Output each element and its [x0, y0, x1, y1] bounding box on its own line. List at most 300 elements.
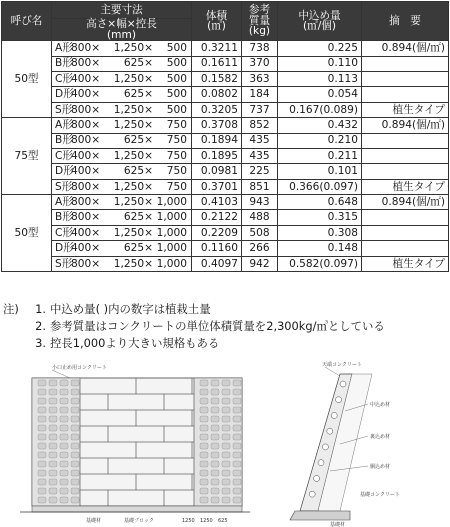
table-row	[2, 133, 449, 148]
dim-width: 625×	[123, 211, 153, 224]
stone	[38, 416, 46, 422]
header-fill-unit: (㎥/個)	[302, 20, 337, 33]
mass-cell: 363	[242, 71, 278, 86]
table-row	[2, 56, 449, 71]
note-cell	[362, 87, 449, 102]
type-label: B形	[55, 57, 73, 70]
dim-width: 1,250×	[113, 226, 153, 239]
note-cell	[362, 56, 449, 71]
mass-cell: 225	[242, 164, 278, 179]
stone	[38, 479, 46, 485]
mass-cell: 508	[242, 225, 278, 240]
stone	[200, 380, 208, 386]
volume-cell: 0.4103	[192, 195, 242, 210]
table-row	[2, 164, 449, 179]
stone	[222, 407, 230, 413]
stone	[71, 479, 79, 485]
stone	[38, 425, 46, 431]
mass-cell: 370	[242, 56, 278, 71]
side-label-mid1: 中込め材	[370, 402, 391, 408]
stone	[60, 497, 68, 503]
stone	[38, 389, 46, 395]
stone	[38, 470, 46, 476]
stone	[211, 389, 219, 395]
note-cell: 0.894(個/㎡)	[362, 118, 449, 133]
mass-cell: 942	[242, 256, 278, 271]
stone	[49, 461, 57, 467]
stone	[222, 488, 230, 494]
stone	[71, 398, 79, 404]
notes-prefix: 注)	[3, 302, 19, 316]
group-label: 75型	[2, 118, 52, 195]
dim-depth: 750	[166, 165, 187, 178]
table-row	[2, 225, 449, 240]
stone	[71, 488, 79, 494]
stone	[211, 479, 219, 485]
stone	[200, 389, 208, 395]
type-label: C形	[55, 72, 73, 85]
stone	[38, 443, 46, 449]
dim-width: 1,250×	[113, 119, 153, 132]
mass-cell: 852	[242, 118, 278, 133]
stone	[211, 488, 219, 494]
dim-height: 800×	[71, 57, 101, 70]
dim-depth: 500	[166, 42, 187, 55]
stone	[222, 425, 230, 431]
dim-2: 1250	[200, 518, 213, 524]
stone	[200, 461, 208, 467]
header-dims-title: 主要寸法	[52, 2, 192, 19]
stone	[200, 443, 208, 449]
stone	[200, 398, 208, 404]
stone	[222, 470, 230, 476]
fill-circle	[336, 397, 342, 403]
group-label: 50型	[2, 41, 52, 118]
dims-cell	[52, 179, 192, 194]
volume-cell: 0.3708	[192, 118, 242, 133]
dim-width: 1,250×	[113, 257, 153, 270]
note-text: 中込め量( )内の数字は植栽土量	[50, 302, 211, 316]
dim-width: 1,250×	[113, 72, 153, 85]
foundation-block	[32, 506, 242, 512]
stone	[222, 380, 230, 386]
note-cell	[362, 225, 449, 240]
dims-cell	[52, 195, 192, 210]
stone	[211, 398, 219, 404]
note-row	[3, 335, 448, 352]
fill-cell: 0.308	[278, 225, 362, 240]
volume-cell: 0.3211	[192, 41, 242, 56]
type-label: D形	[55, 242, 74, 255]
header-mass-label: 質量	[248, 14, 271, 27]
spec-table-body	[2, 41, 449, 272]
note-row	[3, 301, 448, 318]
dims-cell	[52, 102, 192, 117]
mass-cell: 184	[242, 87, 278, 102]
stone	[60, 452, 68, 458]
stone	[233, 497, 241, 503]
note-cell	[362, 133, 449, 148]
dim-height: 800×	[71, 257, 101, 270]
stone	[211, 434, 219, 440]
mass-cell: 738	[242, 41, 278, 56]
notes-block	[3, 301, 448, 352]
dim-width: 625×	[123, 57, 153, 70]
dim-height: 400×	[71, 242, 101, 255]
type-label: C形	[55, 149, 73, 162]
table-row	[2, 195, 449, 210]
volume-cell: 0.1582	[192, 71, 242, 86]
dims-cell	[52, 241, 192, 256]
fill-cell: 0.225	[278, 41, 362, 56]
note-number: 3.	[35, 336, 46, 350]
stone	[211, 452, 219, 458]
stone	[38, 380, 46, 386]
dim-height: 400×	[71, 226, 101, 239]
dim-height: 800×	[71, 211, 101, 224]
stone	[49, 497, 57, 503]
stone-end-left	[32, 378, 80, 506]
dim-depth: 750	[166, 149, 187, 162]
dims-cell	[52, 210, 192, 225]
stone	[49, 443, 57, 449]
stone	[49, 425, 57, 431]
fill-cell: 0.582(0.097)	[278, 256, 362, 271]
volume-cell: 0.0981	[192, 164, 242, 179]
stone	[71, 461, 79, 467]
front-top-label: 小口止め用コンクリート	[52, 365, 107, 371]
fill-circle	[331, 412, 337, 418]
fill-cell: 0.648	[278, 195, 362, 210]
stone	[71, 407, 79, 413]
fill-circle	[327, 428, 333, 434]
dim-width: 625×	[123, 165, 153, 178]
front-bottom-mid-label: 基礎ブロック	[124, 518, 154, 524]
note-number: 1.	[35, 302, 46, 316]
dim-depth: 750	[166, 180, 187, 193]
dim-depth: 500	[166, 88, 187, 101]
stone	[38, 488, 46, 494]
mass-cell: 488	[242, 210, 278, 225]
stone	[49, 479, 57, 485]
stone	[60, 461, 68, 467]
volume-cell: 0.3701	[192, 179, 242, 194]
group-label: 50型	[2, 195, 52, 272]
table-row	[2, 87, 449, 102]
fill-circle	[340, 381, 346, 387]
dims-cell	[52, 164, 192, 179]
type-label: C形	[55, 226, 73, 239]
dims-cell	[52, 225, 192, 240]
dim-width: 1,250×	[113, 180, 153, 193]
stone	[233, 416, 241, 422]
dim-height: 400×	[71, 149, 101, 162]
note-cell	[362, 241, 449, 256]
stone	[49, 488, 57, 494]
dim-width: 1,250×	[113, 42, 153, 55]
stone	[222, 389, 230, 395]
type-label: A形	[55, 119, 73, 132]
type-label: S形	[55, 103, 73, 116]
note-row	[3, 318, 448, 335]
volume-cell: 0.0802	[192, 87, 242, 102]
fill-circle	[309, 491, 315, 497]
mass-cell: 266	[242, 241, 278, 256]
table-row	[2, 41, 449, 56]
stone	[211, 497, 219, 503]
stone	[222, 461, 230, 467]
fill-cell: 0.110	[278, 56, 362, 71]
stone	[233, 452, 241, 458]
note-cell	[362, 148, 449, 163]
fill-cell: 0.101	[278, 164, 362, 179]
table-row	[2, 256, 449, 271]
type-label: B形	[55, 134, 73, 147]
fill-cell: 0.113	[278, 71, 362, 86]
note-cell: 0.894(個/㎡)	[362, 41, 449, 56]
volume-cell: 0.1160	[192, 241, 242, 256]
stone	[71, 470, 79, 476]
stone	[60, 425, 68, 431]
dim-depth: 1,000	[156, 195, 187, 208]
table-row	[2, 241, 449, 256]
volume-cell: 0.3205	[192, 102, 242, 117]
note-text: 控長1,000より大きい規格もある	[50, 336, 220, 350]
mass-cell: 943	[242, 195, 278, 210]
type-label: S形	[55, 180, 73, 193]
dim-3: 625	[218, 518, 228, 524]
stone	[38, 398, 46, 404]
volume-cell: 0.1611	[192, 56, 242, 71]
stone	[49, 398, 57, 404]
header-note: 摘 要	[362, 2, 449, 41]
stone	[233, 479, 241, 485]
stone	[71, 425, 79, 431]
dim-depth: 1,000	[156, 226, 187, 239]
header-mass	[242, 2, 278, 41]
mass-cell: 435	[242, 148, 278, 163]
stone	[60, 470, 68, 476]
stone	[200, 434, 208, 440]
stone	[60, 443, 68, 449]
stone	[38, 497, 46, 503]
stone	[49, 452, 57, 458]
table-row	[2, 210, 449, 225]
fill-cell: 0.366(0.097)	[278, 179, 362, 194]
dim-depth: 1,000	[156, 242, 187, 255]
fill-cell: 0.315	[278, 210, 362, 225]
stone	[233, 488, 241, 494]
volume-cell: 0.1894	[192, 133, 242, 148]
stone	[38, 434, 46, 440]
header-volume	[192, 2, 242, 41]
stone	[211, 407, 219, 413]
dim-depth: 500	[166, 72, 187, 85]
header-volume-label: 体積	[205, 9, 228, 22]
stone	[71, 389, 79, 395]
header-fill-label: 中込め量	[298, 9, 341, 22]
stone	[71, 497, 79, 503]
volume-cell: 0.1895	[192, 148, 242, 163]
dim-height: 800×	[71, 134, 101, 147]
fill-circle	[314, 475, 320, 481]
stone	[233, 461, 241, 467]
stone	[60, 479, 68, 485]
dim-depth: 750	[166, 119, 187, 132]
stone	[233, 470, 241, 476]
dim-width: 625×	[123, 242, 153, 255]
stone	[49, 434, 57, 440]
side-label-mid3: 胴込め材	[370, 464, 391, 470]
stone	[38, 461, 46, 467]
table-row	[2, 148, 449, 163]
dims-cell	[52, 87, 192, 102]
construction-drawing	[0, 356, 450, 527]
dim-width: 625×	[123, 88, 153, 101]
note-cell: 0.894(個/㎡)	[362, 195, 449, 210]
side-section	[290, 361, 400, 527]
stone	[222, 416, 230, 422]
side-label-base2: 基礎材	[330, 522, 346, 527]
dims-cell	[52, 118, 192, 133]
note-text: 参考質量はコンクリートの単位体積質量を2,300kg/㎥としている	[50, 319, 385, 333]
header-dims-unit: (mm)	[107, 28, 136, 41]
stone	[71, 443, 79, 449]
stone	[233, 389, 241, 395]
stone	[222, 452, 230, 458]
dim-depth: 500	[166, 57, 187, 70]
stone	[49, 407, 57, 413]
side-top-label: 天端コンクリート	[322, 362, 362, 368]
dim-height: 800×	[71, 119, 101, 132]
fill-cell: 0.211	[278, 148, 362, 163]
stone	[200, 407, 208, 413]
base-concrete	[290, 511, 350, 520]
stone	[60, 389, 68, 395]
stone	[49, 470, 57, 476]
dim-width: 1,250×	[113, 149, 153, 162]
stone	[222, 443, 230, 449]
type-label: B形	[55, 211, 73, 224]
stone	[222, 479, 230, 485]
dim-depth: 1,000	[156, 257, 187, 270]
fill-circle	[322, 444, 328, 450]
volume-cell: 0.4097	[192, 256, 242, 271]
note-cell: 植生タイプ	[362, 256, 449, 271]
stone	[200, 479, 208, 485]
table-row	[2, 71, 449, 86]
fill-circle	[318, 460, 324, 466]
header-dims-sub	[52, 19, 192, 41]
stone	[60, 416, 68, 422]
stone	[200, 416, 208, 422]
dim-depth: 500	[166, 103, 187, 116]
stone	[49, 389, 57, 395]
stone	[222, 434, 230, 440]
stone	[60, 398, 68, 404]
stone	[200, 488, 208, 494]
stone	[71, 452, 79, 458]
header-mass-top: 参考	[248, 4, 271, 17]
stone	[233, 425, 241, 431]
dim-width: 1,250×	[113, 103, 153, 116]
side-label-mid2: 裏込め材	[370, 434, 391, 440]
note-number: 2.	[35, 319, 46, 333]
header-fill	[278, 2, 362, 41]
stone	[38, 407, 46, 413]
stone	[200, 452, 208, 458]
dim-height: 800×	[71, 195, 101, 208]
dims-cell	[52, 71, 192, 86]
stone	[49, 380, 57, 386]
mass-cell: 851	[242, 179, 278, 194]
dims-cell	[52, 41, 192, 56]
fill-cell: 0.054	[278, 87, 362, 102]
stone	[60, 434, 68, 440]
dims-cell	[52, 56, 192, 71]
dim-depth: 1,000	[156, 211, 187, 224]
dim-width: 1,250×	[113, 195, 153, 208]
stone	[200, 470, 208, 476]
stone	[71, 416, 79, 422]
side-label-base1: 基礎コンクリート	[360, 492, 400, 498]
stone	[60, 407, 68, 413]
note-cell: 植生タイプ	[362, 179, 449, 194]
table-row	[2, 118, 449, 133]
note-cell	[362, 210, 449, 225]
note-cell: 植生タイプ	[362, 102, 449, 117]
stone	[38, 452, 46, 458]
volume-cell: 0.2122	[192, 210, 242, 225]
dims-cell	[52, 256, 192, 271]
volume-cell: 0.2209	[192, 225, 242, 240]
stone	[233, 407, 241, 413]
stone	[200, 497, 208, 503]
dims-cell	[52, 148, 192, 163]
stone	[200, 425, 208, 431]
dim-1: 1250	[182, 518, 195, 524]
type-label: S形	[55, 257, 73, 270]
stone	[60, 488, 68, 494]
dim-depth: 750	[166, 134, 187, 147]
dim-height: 800×	[71, 180, 101, 193]
stone	[211, 425, 219, 431]
header-volume-unit: (㎥)	[207, 20, 226, 33]
stone	[211, 461, 219, 467]
type-label: A形	[55, 195, 73, 208]
front-elevation	[20, 364, 250, 524]
table-row	[2, 179, 449, 194]
stone	[71, 380, 79, 386]
dim-height: 800×	[71, 103, 101, 116]
front-bottom-left-label: 基礎材	[86, 518, 102, 524]
type-label: A形	[55, 42, 73, 55]
stone	[222, 398, 230, 404]
dim-height: 400×	[71, 165, 101, 178]
header-mass-unit: (kg)	[248, 25, 271, 38]
fill-cell: 0.148	[278, 241, 362, 256]
stone	[233, 398, 241, 404]
dim-height: 800×	[71, 42, 101, 55]
spec-table	[1, 1, 449, 272]
fill-cell: 0.210	[278, 133, 362, 148]
header-dims-sub-label: 高さ×幅×控長	[86, 18, 157, 30]
stone-end-right	[194, 378, 242, 506]
type-label: D形	[55, 88, 74, 101]
dim-height: 400×	[71, 72, 101, 85]
stone	[49, 416, 57, 422]
dim-width: 625×	[123, 134, 153, 147]
